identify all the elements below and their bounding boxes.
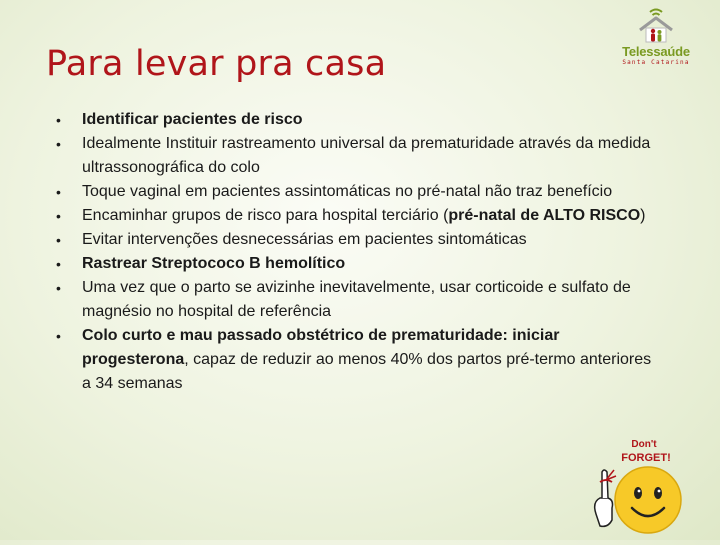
house-wifi-icon xyxy=(616,6,696,46)
bullet-item xyxy=(54,252,654,276)
bullet-dot: • xyxy=(56,208,61,224)
bullet-dot: • xyxy=(56,280,61,296)
bullet-item xyxy=(54,324,654,396)
bullet-bold-text: Identificar pacientes de risco xyxy=(82,111,303,128)
bullet-dot: • xyxy=(56,328,61,344)
bullet-item xyxy=(54,204,654,228)
bullet-dot: • xyxy=(56,232,61,248)
bullet-bold-text: Rastrear Streptococo B hemolítico xyxy=(82,255,346,272)
bullet-text: Toque vaginal em pacientes assintomáticas no pré-natal não traz benefício xyxy=(82,183,613,200)
smiley-finger-string-icon xyxy=(578,436,688,540)
bullet-bold-inline: pré-natal de ALTO RISCO xyxy=(448,207,641,224)
bullet-text-after: ) xyxy=(640,207,646,224)
bullet-text: Uma vez que o parto se avizinhe inevitavelmente, usar corticoide e sulfato de magnésio no hospital de referência xyxy=(82,279,631,320)
bullet-text: Encaminhar grupos de risco para hospital terciário ( xyxy=(82,207,449,224)
bullet-dot: • xyxy=(56,136,61,152)
bullet-text: , capaz de reduzir ao menos 40% dos partos pré-termo anteriores a 34 semanas xyxy=(82,351,652,392)
bullet-list xyxy=(54,108,654,396)
bullet-item xyxy=(54,108,654,132)
sticker-line2: FORGET! xyxy=(621,452,671,464)
telessaude-logo xyxy=(616,6,696,66)
logo-name: Telessaúde xyxy=(622,44,690,59)
slide-title: Para levar pra casa xyxy=(46,44,387,84)
bullet-item xyxy=(54,276,654,324)
sticker-line1: Don't xyxy=(631,439,657,450)
bullet-item xyxy=(54,228,654,252)
bullet-dot: • xyxy=(56,256,61,272)
dont-forget-sticker xyxy=(578,436,688,540)
bullet-bold-text: Colo curto e mau passado obstétrico de prematuridade: iniciar progesterona xyxy=(82,327,560,368)
bullet-item xyxy=(54,132,654,180)
bullet-item xyxy=(54,180,654,204)
bullet-dot: • xyxy=(56,184,61,200)
bullet-text: Idealmente Instituir rastreamento universal da prematuridade através da medida ultrassonográfica do colo xyxy=(82,135,651,176)
bullet-dot: • xyxy=(56,112,61,128)
bullet-text: Evitar intervenções desnecessárias em pacientes sintomáticas xyxy=(82,231,527,248)
logo-subtitle: Santa Catarina xyxy=(622,59,690,66)
